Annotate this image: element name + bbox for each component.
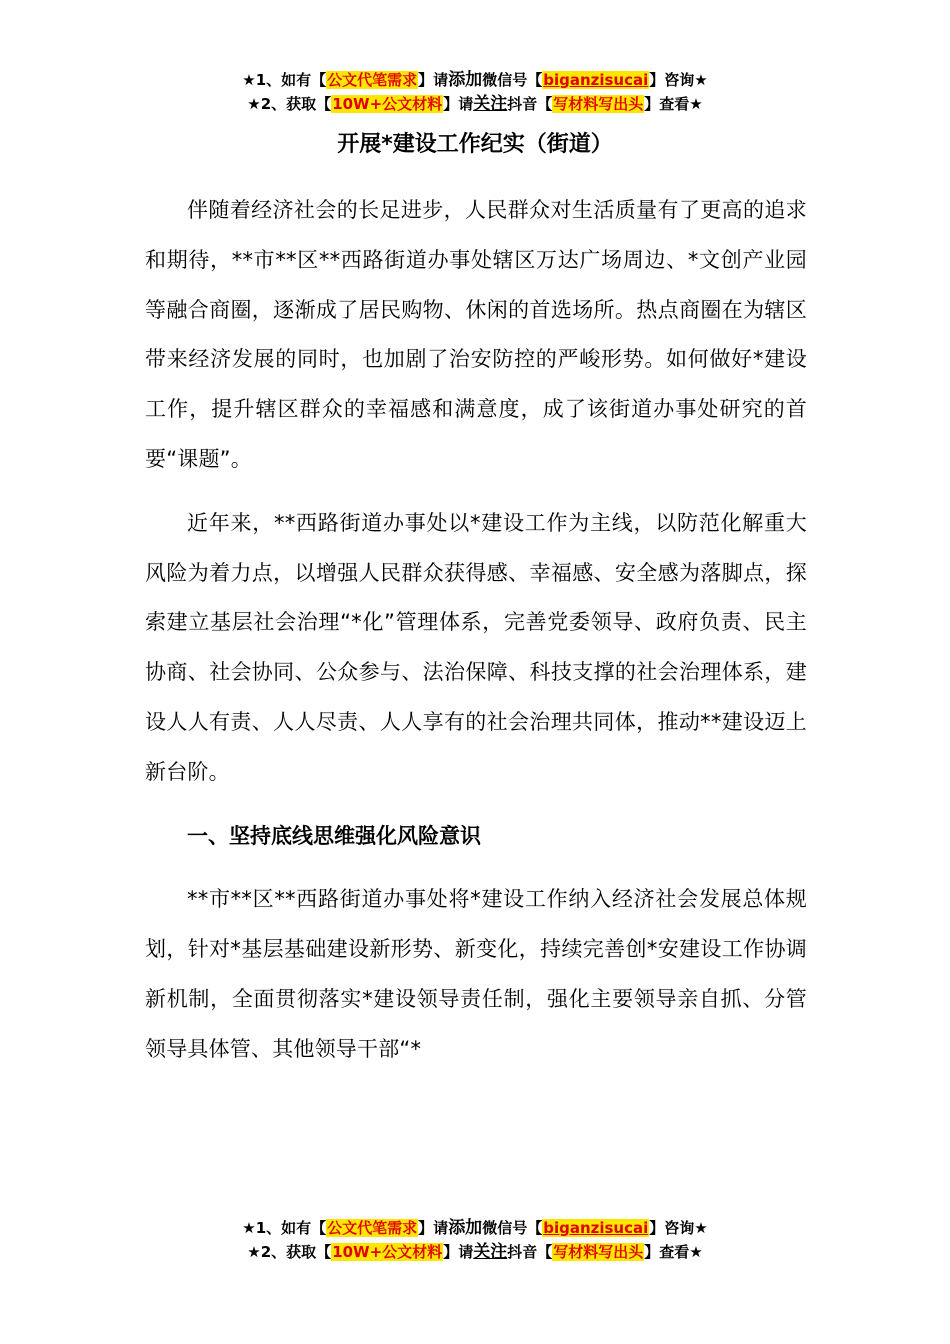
banner-highlight: 10W+公文材料 [332,95,443,113]
banner-line-1 [0,1216,950,1240]
banner-line-2 [0,1240,950,1264]
banner-text: 】请 [443,95,474,113]
banner-emphasis: 关注 [473,1242,508,1262]
banner-emphasis: 关注 [473,94,508,114]
banner-line-1 [0,68,950,92]
document-body [145,186,807,1089]
douyin-id-highlight: 写材料写出头 [553,95,644,113]
banner-text: 微信号【 [482,1219,543,1237]
document-title: 开展*建设工作纪实（街道） [337,132,613,157]
banner-text: 】咨询★ [649,1219,708,1237]
banner-text: 】请 [418,71,449,89]
banner-text: ★1、如有【 [242,1219,327,1237]
banner-text: ★1、如有【 [242,71,327,89]
banner-text: 微信号【 [482,71,543,89]
banner-text: 】请 [418,1219,449,1237]
banner-text: 】查看★ [644,1243,703,1261]
banner-emphasis: 添加 [448,70,483,90]
wechat-id-highlight: biganzisucai [543,71,649,89]
banner-text: 抖音【 [507,95,553,113]
banner-text: 】请 [443,1243,474,1261]
banner-highlight: 公文代笔需求 [327,1219,418,1237]
wechat-id-highlight: biganzisucai [543,1219,649,1237]
body-paragraph-2: 近年来，**西路街道办事处以*建设工作为主线，以防范化解重大风险为着力点，以增强人民群众获得感、幸福感、安全感为落脚点，探索建立基层社会治理“*化”管理体系，完善党委领导、政府负责、民主协商、社会协同、公众参与、法治保障、科技支撑的社会治理体系，建设人人有责、人人尽责、人人享有的社会治理共同体，推动**建设迈上新台阶。 [145,510,807,784]
banner-highlight: 公文代笔需求 [327,71,418,89]
banner-highlight: 10W+公文材料 [332,1243,443,1261]
banner-text: ★2、获取【 [247,95,332,113]
banner-text: 】查看★ [644,95,703,113]
banner-line-2 [0,92,950,116]
body-paragraph-1: 伴随着经济社会的长足进步，人民群众对生活质量有了更高的追求和期待，**市**区**西路街道办事处辖区万达广场周边、*文创产业园等融合商圈，逐渐成了居民购物、休闲的首选场所。热点商圈在为辖区带来经济发展的同时，也加剧了治安防控的严峻形势。如何做好*建设工作，提升辖区群众的幸福感和满意度，成了该街道办事处研究的首要“课题”。 [145,198,807,471]
footer-banner [0,1216,950,1264]
header-banner [0,68,950,116]
banner-text: 】咨询★ [649,71,708,89]
banner-emphasis: 添加 [448,1218,483,1238]
banner-text: 抖音【 [507,1243,553,1261]
douyin-id-highlight: 写材料写出头 [553,1243,644,1261]
banner-text: ★2、获取【 [247,1243,332,1261]
section-heading-1: 一、坚持底线思维强化风险意识 [187,823,481,848]
section-1-paragraph: **市**区**西路街道办事处将*建设工作纳入经济社会发展总体规划，针对*基层基础建设新形势、新变化，持续完善创*安建设工作协调新机制，全面贯彻落实*建设领导责任制，强化主要领导亲自抓、分管领导具体管、其他领导干部“* [145,887,807,1061]
